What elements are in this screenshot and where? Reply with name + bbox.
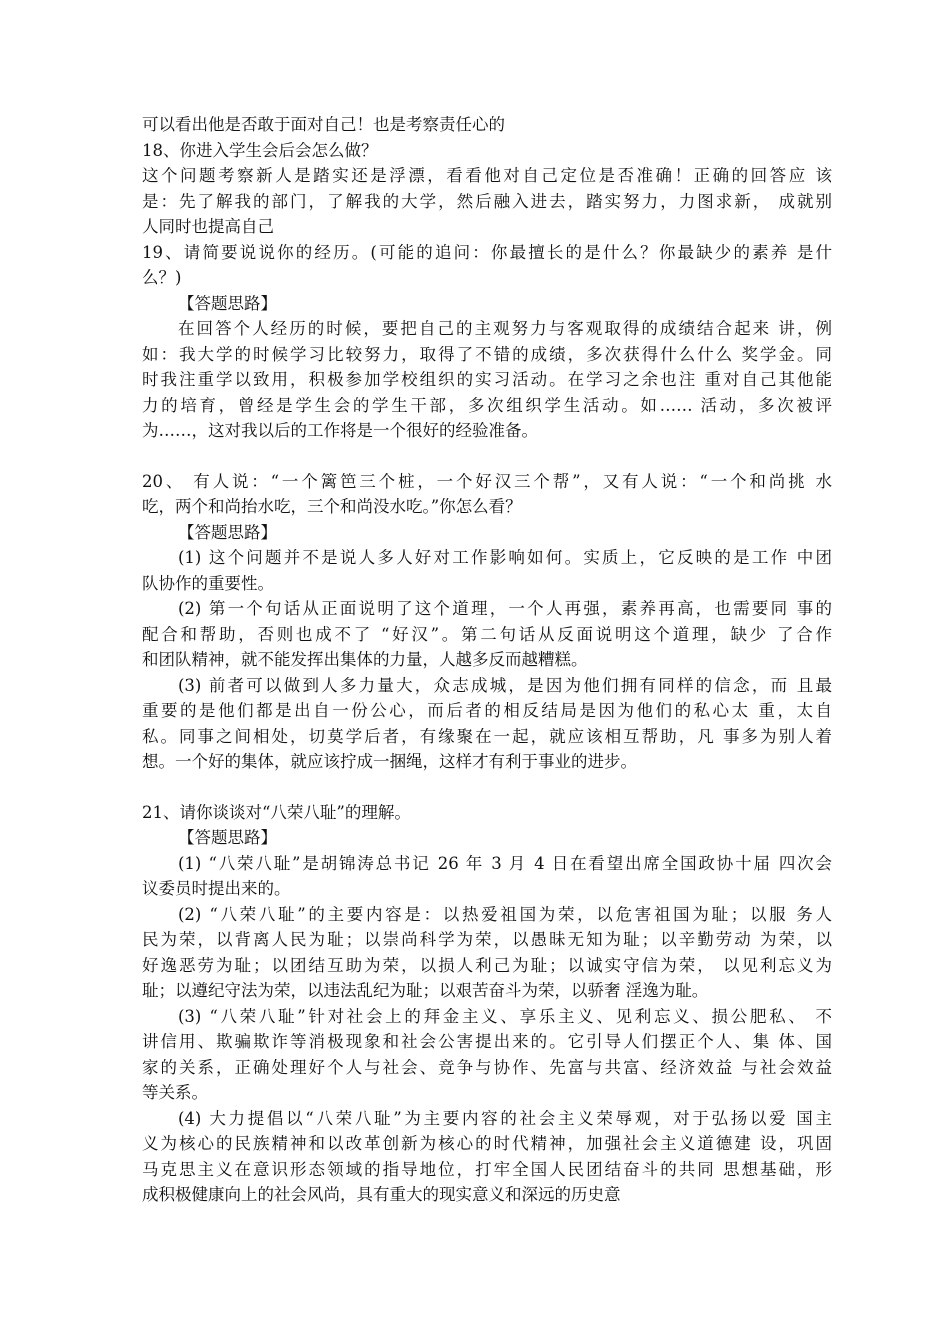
document-page [142,112,832,1208]
text-line: 时我注重学以致用，积极参加学校组织的实习活动。在学习之余也注 重对自己其他能 [142,370,832,389]
text-line: 力的培育，曾经是学生会的学生干部，多次组织学生活动。如…… 活动，多次被评 [142,395,832,415]
text-line: 配合和帮助，否则也成不了 “好汉”。第二句话从反面说明这个道理，缺少 了合作 [142,624,832,644]
text-line: (2) 第一个句话从正面说明了这个道理，一个人再强，素养再高，也需要同 事的 [178,599,832,618]
text-line: 等关系。 [142,1083,208,1102]
question-21-heading: 21、请你谈谈对“八荣八耻”的理解。 [142,802,411,822]
text-line: (3) “八荣八耻”针对社会上的拜金主义、享乐主义、见利忘义、损公肥私、 不 [178,1006,832,1026]
answer-hint-label: 【答题思路】 [178,293,277,313]
text-line: 么？) [142,268,182,287]
text-line: (3) 前者可以做到人多力量大，众志成城，是因为他们拥有同样的信念，而 且最 [178,675,832,695]
text-line: 义为核心的民族精神和以改革创新为核心的时代精神，加强社会主义道德建 设，巩固 [142,1134,832,1153]
text-line: 可以看出他是否敢于面对自己！也是考察责任心的 [142,115,505,134]
text-line: (4) 大力提倡以“八荣八耻”为主要内容的社会主义荣辱观，对于弘扬以爱 国主 [178,1108,832,1128]
paragraph-gap [142,444,832,469]
text-line: (1) “八荣八耻”是胡锦涛总书记 26 年 3 月 4 日在看望出席全国政协十届 四次会 [178,853,832,873]
text-line: 讲信用、欺骗欺诈等消极现象和社会公害提出来的。它引导人们摆正个人、集 体、国 [142,1032,832,1051]
text-line: 队协作的重要性。 [142,573,274,593]
text-line: 议委员时提出来的。 [142,879,291,898]
question-18-heading: 18、你进入学生会后会怎么做？ [142,140,378,160]
text-line: 民为荣，以背离人民为耻；以崇尚科学为荣，以愚昧无知为耻；以辛勤劳动 为荣，以 [142,930,832,949]
text-line: 成积极健康向上的社会风尚，具有重大的现实意义和深远的历史意 [142,1185,621,1204]
text-line: 耻；以遵纪守法为荣，以违法乱纪为耻；以艰苦奋斗为荣，以骄奢 淫逸为耻。 [142,981,709,1000]
text-line: 是：先了解我的部门，了解我的大学，然后融入进去，踏实努力，力图求新， 成就别 [142,191,832,211]
text-line: 想。一个好的集体，就应该拧成一捆绳，这样才有利于事业的进步。 [142,752,637,771]
text-line: 和团队精神，就不能发挥出集体的力量，人越多反而越糟糕。 [142,650,588,669]
text-line: 私。同事之间相处，切莫学后者，有缘聚在一起，就应该相互帮助，凡 事多为别人着 [142,726,832,746]
question-20-heading: 20、 有人说：“一个篱笆三个桩，一个好汉三个帮”，又有人说：“一个和尚挑 水 [142,471,832,491]
text-line: 如：我大学的时候学习比较努力，取得了不错的成绩，多次获得什么什么 奖学金。同 [142,344,832,364]
text-line: 家的关系，正确处理好个人与社会、竞争与协作、先富与共富、经济效益 与社会效益 [142,1057,832,1077]
answer-hint-label: 【答题思路】 [178,828,277,847]
text-line: 在回答个人经历的时候，要把自己的主观努力与客观取得的成绩结合起来 讲，例 [178,319,832,338]
text-line: 重要的是他们都是出自一份公心，而后者的相反结局是因为他们的私心太 重，太自 [142,701,832,720]
text-line: 人同时也提高自己 [142,217,274,236]
text-line: 吃，两个和尚抬水吃，三个和尚没水吃。”你怎么看？ [142,497,522,516]
text-line: (1) 这个问题并不是说人多人好对工作影响如何。实质上，它反映的是工作 中团 [178,548,832,567]
text-line: (2) “八荣八耻”的主要内容是：以热爱祖国为荣，以危害祖国为耻；以服 务人 [178,904,832,924]
text-line: 这个问题考察新人是踏实还是浮漂，看看他对自己定位是否准确！正确的回答应 该 [142,166,832,185]
answer-hint-label: 【答题思路】 [178,522,277,542]
text-line: 为……，这对我以后的工作将是一个很好的经验准备。 [142,421,538,440]
text-line: 好逸恶劳为耻；以团结互助为荣，以损人利己为耻；以诚实守信为荣， 以见利忘义为 [142,955,832,975]
question-19-heading: 19、请简要说说你的经历。(可能的追问：你最擅长的是什么？你最缺少的素养 是什 [142,242,832,262]
paragraph-gap [142,775,832,800]
text-line: 马克思主义在意识形态领域的指导地位，打牢全国人民团结奋斗的共同 思想基础，形 [142,1159,832,1179]
